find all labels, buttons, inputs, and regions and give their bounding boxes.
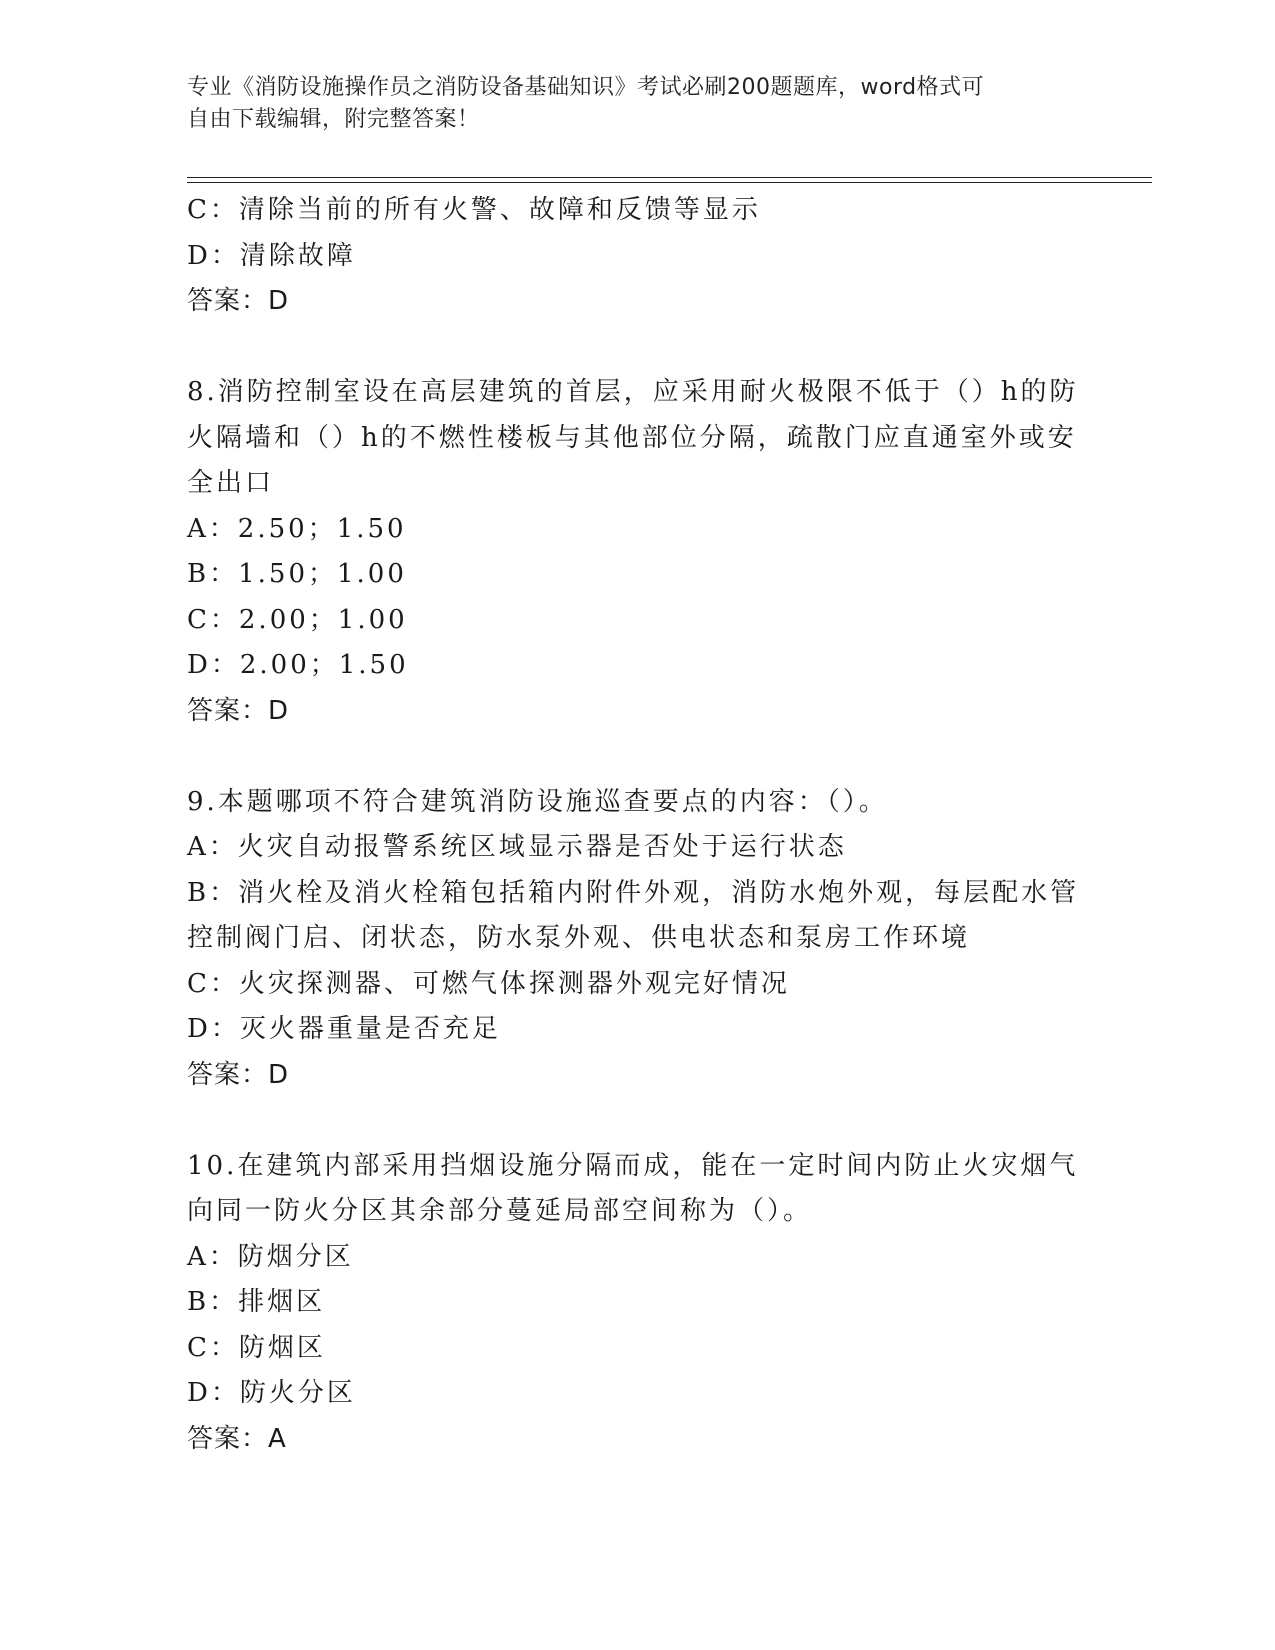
- answer-line: 答案：D: [187, 1059, 290, 1090]
- header-title-line-2: 自由下载编辑，附完整答案！: [187, 107, 480, 132]
- question-stem-line: 向同一防火分区其余部分蔓延局部空间称为（）。: [187, 1196, 813, 1226]
- document-header: [187, 72, 1087, 136]
- spacer: [187, 1098, 1087, 1144]
- option-a: A：火灾自动报警系统区域显示器是否处于运行状态: [187, 832, 847, 862]
- answer-line: 答案：D: [187, 695, 290, 726]
- option-a: A：2.50；1.50: [187, 513, 407, 544]
- question-8: [187, 370, 1087, 734]
- question-stem-line: 9.本题哪项不符合建筑消防设施巡查要点的内容：（）。: [187, 786, 888, 817]
- question-content: [187, 188, 1087, 1462]
- option-a: A：防烟分区: [187, 1241, 354, 1272]
- header-divider-top: [187, 177, 1152, 178]
- option-d: D：清除故障: [187, 240, 356, 271]
- option-d: D：2.00；1.50: [187, 650, 409, 680]
- question-stem-line: 10.在建筑内部采用挡烟设施分隔而成，能在一定时间内防止火灾烟气: [187, 1150, 1079, 1181]
- continued-question: [187, 188, 1087, 325]
- option-c: C：2.00；1.00: [187, 604, 408, 635]
- question-stem-line: 火隔墙和（）h的不燃性楼板与其他部位分隔，疏散门应直通室外或安: [187, 422, 1077, 453]
- option-c: C：清除当前的所有火警、故障和反馈等显示: [187, 195, 761, 225]
- header-divider-bottom: [187, 182, 1152, 183]
- option-b: B：1.50；1.00: [187, 559, 407, 589]
- question-9: [187, 780, 1087, 1099]
- question-stem-line: 8.消防控制室设在高层建筑的首层，应采用耐火极限不低于（）h的防: [187, 377, 1079, 407]
- header-title-line-1: 专业《消防设施操作员之消防设备基础知识》考试必刷200题题库，word格式可: [187, 75, 985, 100]
- option-c: C：防烟区: [187, 1332, 326, 1363]
- question-stem-line: 全出口: [187, 468, 275, 498]
- answer-line: 答案：A: [187, 1423, 287, 1454]
- option-b-continued: 控制阀门启、闭状态，防水泵外观、供电状态和泵房工作环境: [187, 923, 971, 953]
- option-d: D：防火分区: [187, 1378, 356, 1408]
- option-b: B：消火栓及消火栓箱包括箱内附件外观，消防水炮外观，每层配水管: [187, 877, 1080, 908]
- spacer: [187, 734, 1087, 780]
- spacer: [187, 325, 1087, 371]
- answer-line: 答案：D: [187, 286, 290, 316]
- option-d: D：灭火器重量是否充足: [187, 1014, 501, 1044]
- question-10: [187, 1144, 1087, 1463]
- option-b: B：排烟区: [187, 1287, 326, 1317]
- option-c: C：火灾探测器、可燃气体探测器外观完好情况: [187, 968, 790, 999]
